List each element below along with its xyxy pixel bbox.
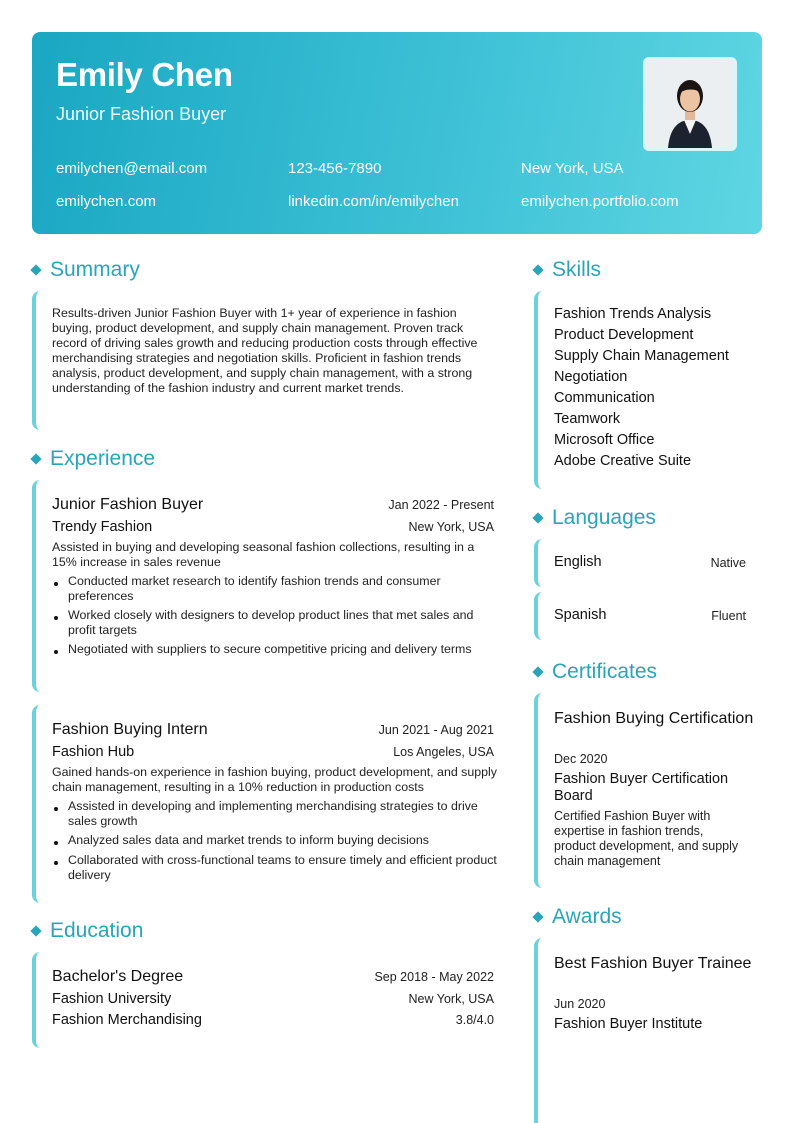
job-dates: Jan 2022 - Present bbox=[388, 498, 494, 512]
school-location: New York, USA bbox=[408, 992, 494, 1006]
diamond-icon bbox=[532, 512, 543, 523]
skill-item: Fashion Trends Analysis bbox=[554, 306, 712, 322]
skill-item: Microsoft Office bbox=[554, 432, 655, 448]
languages-heading bbox=[532, 506, 656, 530]
diamond-icon bbox=[30, 264, 41, 275]
job-location: New York, USA bbox=[408, 520, 494, 534]
experience-heading bbox=[30, 447, 155, 471]
bullet-item: Negotiated with suppliers to secure competitive pricing and delivery terms bbox=[52, 642, 498, 657]
profile-photo bbox=[643, 57, 737, 151]
website-link[interactable]: emilychen.com bbox=[56, 193, 157, 210]
bullet-item: Analyzed sales data and market trends to inform buying decisions bbox=[52, 833, 498, 848]
education-heading-text: Education bbox=[50, 919, 144, 942]
company-name: Trendy Fashion bbox=[52, 519, 153, 535]
awards-heading-text: Awards bbox=[552, 905, 622, 928]
award-date: Jun 2020 bbox=[554, 997, 606, 1011]
resume-header bbox=[32, 32, 762, 234]
certificate-date: Dec 2020 bbox=[554, 752, 608, 766]
summary-heading bbox=[30, 258, 140, 282]
summary-heading-text: Summary bbox=[50, 258, 140, 281]
skill-item: Supply Chain Management bbox=[554, 348, 729, 364]
job-dates: Jun 2021 - Aug 2021 bbox=[378, 723, 494, 737]
bullet-item: Conducted market research to identify fashion trends and consumer preferences bbox=[52, 574, 498, 604]
education-heading bbox=[30, 919, 143, 943]
school-name: Fashion University bbox=[52, 991, 172, 1007]
job-description: Gained hands-on experience in fashion buying, product development, and supply chain management, resulting in a 10% reduction in production costs bbox=[52, 765, 497, 794]
job-location: Los Angeles, USA bbox=[393, 745, 494, 759]
diamond-icon bbox=[30, 453, 41, 464]
candidate-title: Junior Fashion Buyer bbox=[56, 104, 227, 124]
company-name: Fashion Hub bbox=[52, 744, 135, 760]
diamond-icon bbox=[532, 666, 543, 677]
education-dates: Sep 2018 - May 2022 bbox=[374, 970, 494, 984]
language-name: English bbox=[554, 554, 602, 570]
diamond-icon bbox=[532, 264, 543, 275]
job-title: Fashion Buying Intern bbox=[52, 721, 208, 738]
certificate-description: Certified Fashion Buyer with expertise in fashion trends, product development, and supply chain management bbox=[554, 809, 739, 868]
field-of-study: Fashion Merchandising bbox=[52, 1012, 202, 1028]
skill-item: Communication bbox=[554, 390, 655, 406]
phone[interactable]: 123-456-7890 bbox=[288, 160, 382, 177]
gpa: 3.8/4.0 bbox=[455, 1013, 494, 1027]
portfolio-link[interactable]: emilychen.portfolio.com bbox=[521, 193, 679, 210]
bullet-item: Assisted in developing and implementing merchandising strategies to drive sales growth bbox=[52, 799, 498, 829]
job-description: Assisted in buying and developing seasonal fashion collections, resulting in a 15% increase in sales revenue bbox=[52, 540, 475, 569]
job-bullets bbox=[52, 574, 498, 657]
skill-item: Product Development bbox=[554, 327, 694, 343]
certificate-title: Fashion Buying Certification bbox=[554, 710, 754, 727]
skill-item: Teamwork bbox=[554, 411, 621, 427]
job-bullets bbox=[52, 799, 498, 883]
skills-heading-text: Skills bbox=[552, 258, 602, 281]
candidate-name: Emily Chen bbox=[56, 56, 233, 93]
award-issuer: Fashion Buyer Institute bbox=[554, 1016, 703, 1032]
bullet-item: Worked closely with designers to develop product lines that met sales and profit targets bbox=[52, 608, 498, 638]
language-level: Native bbox=[710, 556, 746, 570]
job-title: Junior Fashion Buyer bbox=[52, 496, 204, 513]
summary-text: Results-driven Junior Fashion Buyer with 1+ year of experience in fashion buying, product development, and supply chain management. Proven track record of driving sales growth and reducing production costs through effective merchandising strategies and negotiation skills. Proficient in fashion trends analysis, product development, and supply chain management, with a strong understanding of the fashion industry and current market trends. bbox=[52, 306, 478, 395]
skill-item: Adobe Creative Suite bbox=[554, 453, 692, 469]
language-name: Spanish bbox=[554, 607, 607, 623]
experience-heading-text: Experience bbox=[50, 447, 156, 470]
language-level: Fluent bbox=[711, 609, 746, 623]
diamond-icon bbox=[30, 925, 41, 936]
award-title: Best Fashion Buyer Trainee bbox=[554, 955, 752, 972]
skill-item: Negotiation bbox=[554, 369, 628, 385]
languages-heading-text: Languages bbox=[552, 506, 656, 529]
location: New York, USA bbox=[521, 160, 624, 177]
skills-heading bbox=[532, 258, 601, 282]
linkedin-link[interactable]: linkedin.com/in/emilychen bbox=[288, 193, 459, 210]
certificate-issuer: Fashion Buyer Certification Board bbox=[554, 771, 729, 804]
degree: Bachelor's Degree bbox=[52, 968, 184, 985]
certificates-heading bbox=[532, 660, 657, 684]
certificates-heading-text: Certificates bbox=[552, 660, 658, 683]
awards-heading bbox=[532, 905, 622, 929]
bullet-item: Collaborated with cross-functional teams to ensure timely and efficient product delivery bbox=[52, 853, 498, 883]
email[interactable]: emilychen@email.com bbox=[56, 160, 208, 177]
diamond-icon bbox=[532, 911, 543, 922]
